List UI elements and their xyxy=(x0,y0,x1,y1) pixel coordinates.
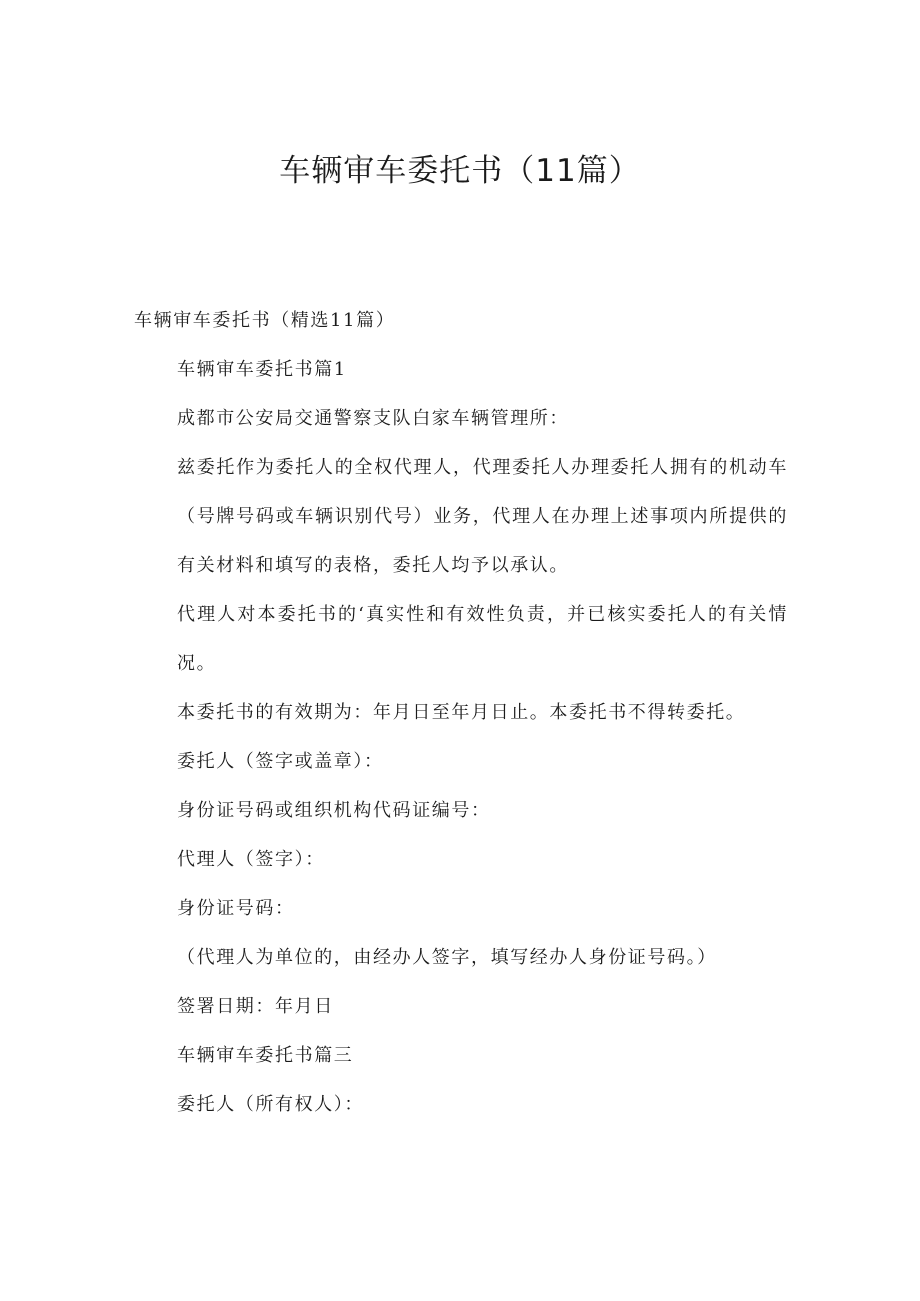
document-title: 车辆审车委托书（11篇） xyxy=(279,153,641,189)
responsibility-paragraph: 代理人对本委托书的‘真实性和有效性负责，并已核实委托人的有关情况。 xyxy=(177,604,788,674)
section-heading-1: 车辆审车委托书篇1 xyxy=(177,359,347,380)
addressee-line: 成都市公安局交通警察支队白家车辆管理所： xyxy=(177,408,569,429)
agent-note-line: （代理人为单位的，由经办人签字，填写经办人身份证号码。） xyxy=(177,947,717,968)
validity-paragraph: 本委托书的有效期为：年月日至年月日止。本委托书不得转委托。 xyxy=(177,702,746,723)
principal-id-line: 身份证号码或组织机构代码证编号： xyxy=(177,800,491,821)
principal-owner-line: 委托人（所有权人）： xyxy=(177,1094,364,1115)
authorization-paragraph: 兹委托作为委托人的全权代理人，代理委托人办理委托人拥有的机动车（号牌号码或车辆识别代号）业务，代理人在办理上述事项内所提供的有关材料和填写的表格，委托人均予以承认。 xyxy=(177,457,788,576)
subtitle-line: 车辆审车委托书（精选11篇） xyxy=(134,310,396,331)
signing-date-line: 签署日期：年月日 xyxy=(177,996,334,1017)
section-heading-3: 车辆审车委托书篇三 xyxy=(177,1045,354,1066)
agent-id-line: 身份证号码： xyxy=(177,898,295,919)
document-body xyxy=(134,296,788,1129)
agent-signature-line: 代理人（签字）： xyxy=(177,849,325,870)
principal-signature-line: 委托人（签字或盖章）： xyxy=(177,751,384,772)
